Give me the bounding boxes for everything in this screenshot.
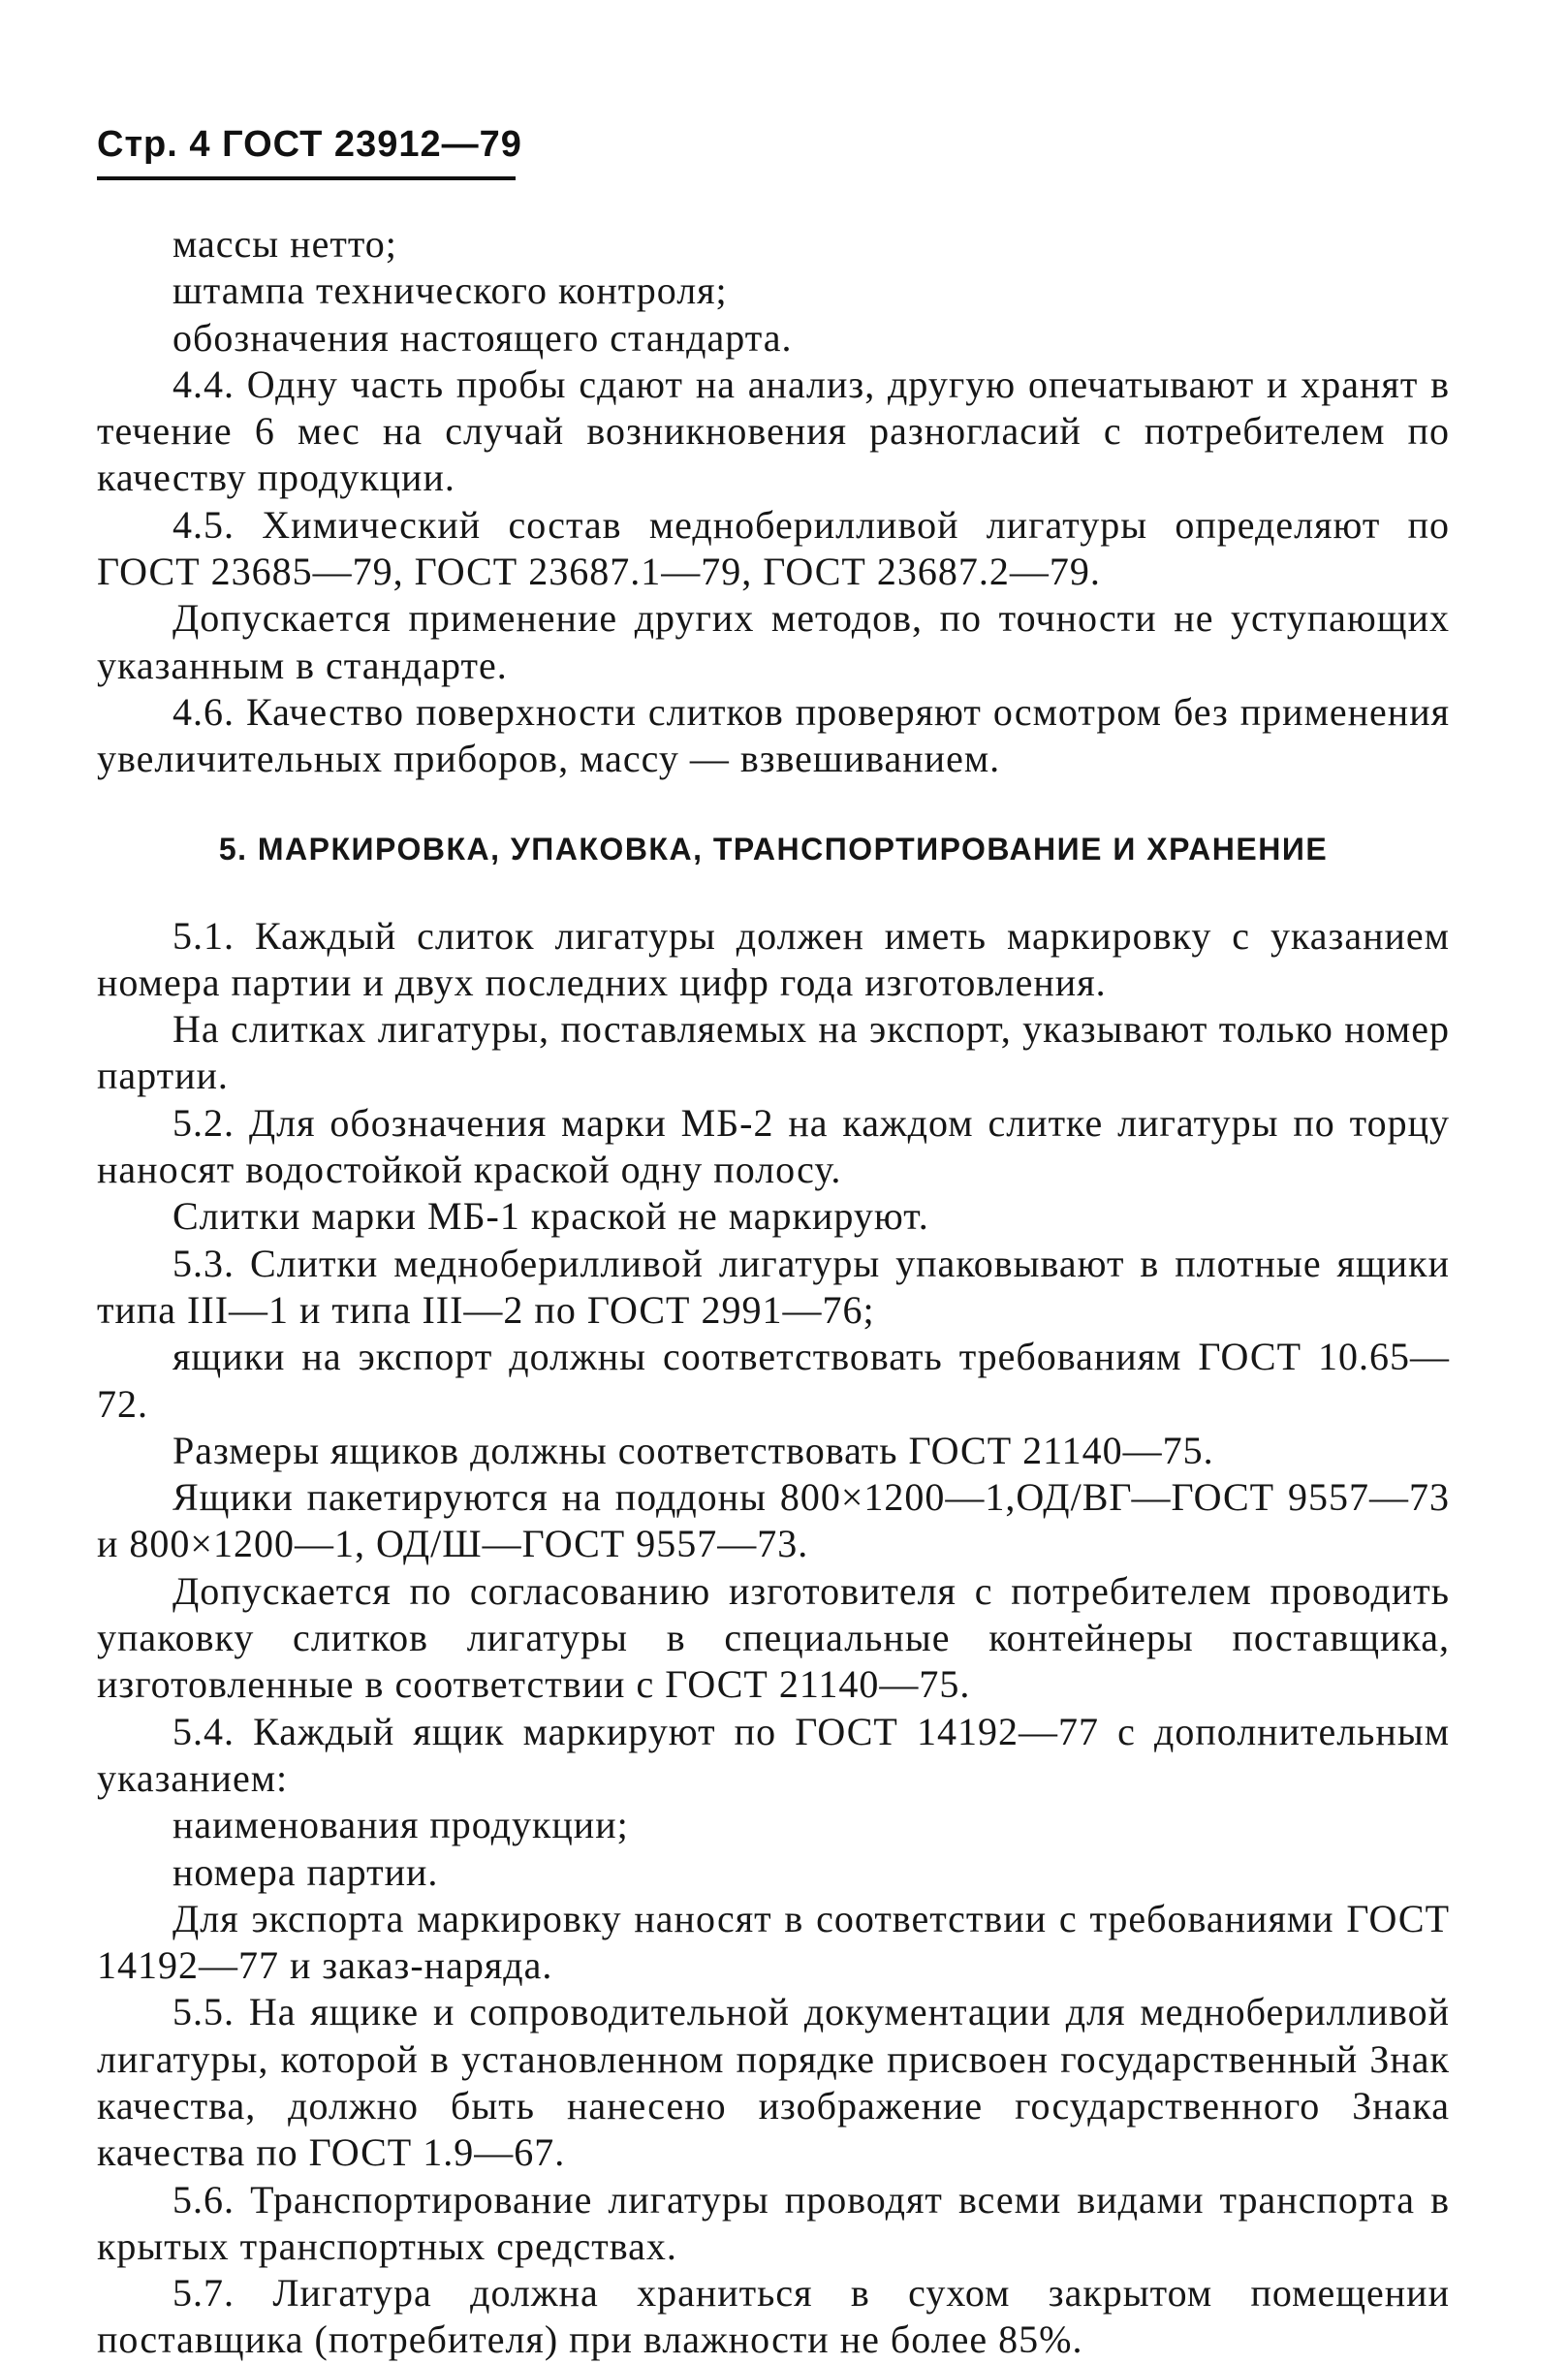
clause-5-7: 5.7. Лигатура должна храниться в сухом закрытом помещении поставщика (потребителя) при влажности не более 85%. xyxy=(97,2271,1450,2362)
paragraph: Размеры ящиков должны соответствовать ГОСТ 21140—75. xyxy=(172,1428,1214,1472)
clause-5-3: 5.3. Слитки медноберилливой лигатуры упаковывают в плотные ящики типа III—1 и типа III—2 по ГОСТ 2991—76; xyxy=(97,1241,1450,1332)
clause-5-5: 5.5. На ящике и сопроводительной документации для медноберилливой лигатуры, которой в установленном порядке присвоен государственный Знак качества, должно быть нанесено изображение государственного Знака качества по ГОСТ 1.9—67. xyxy=(97,1990,1450,2175)
list-item: обозначения настоящего стандарта. xyxy=(172,315,793,360)
clause-4-6: 4.6. Качество поверхности слитков проверяют осмотром без применения увеличительных приборов, массу — взвешиванием. xyxy=(97,689,1450,781)
header-underline xyxy=(97,176,516,180)
paragraph: На слитках лигатуры, поставляемых на экспорт, указывают только номер партии. xyxy=(97,1007,1450,1098)
paragraph: Слитки марки МБ-1 краской не маркируют. xyxy=(172,1194,929,1239)
clause-5-4: 5.4. Каждый ящик маркируют по ГОСТ 14192—77 с дополнительным указанием: xyxy=(97,1709,1450,1800)
document-body xyxy=(97,221,1450,2364)
clause-5-2: 5.2. Для обозначения марки МБ-2 на каждом слитке лигатуры по торцу наносят водостойкой краской одну полосу. xyxy=(97,1100,1450,1192)
paragraph: Ящики пакетируются на поддоны 800×1200—1,ОД/ВГ—ГОСТ 9557—73 и 800×1200—1, ОД/Ш—ГОСТ 9557—73. xyxy=(97,1475,1450,1566)
page-header: Стр. 4 ГОСТ 23912—79 xyxy=(97,124,522,165)
section-5-heading: 5. МАРКИРОВКА, УПАКОВКА, ТРАНСПОРТИРОВАНИЕ И ХРАНЕНИЕ xyxy=(218,831,1329,867)
clause-5-6: 5.6. Транспортирование лигатуры проводят всеми видами транспорта в крытых транспортных средствах. xyxy=(97,2177,1450,2268)
clause-4-4: 4.4. Одну часть пробы сдают на анализ, другую опечатывают и хранят в течение 6 мес на случай возникновения разногласий с потребителем по качеству продукции. xyxy=(97,362,1450,500)
clause-4-5: 4.5. Химический состав медноберилливой лигатуры определяют по ГОСТ 23685—79, ГОСТ 23687.1—79, ГОСТ 23687.2—79. xyxy=(97,502,1450,594)
clause-5-1: 5.1. Каждый слиток лигатуры должен иметь маркировку с указанием номера партии и двух последних цифр года изготовления. xyxy=(97,913,1450,1004)
list-item: массы нетто; xyxy=(172,222,397,266)
paragraph: Допускается по согласованию изготовителя с потребителем проводить упаковку слитков лигатуры в специальные контейнеры поставщика, изготовленные в соответствии с ГОСТ 21140—75. xyxy=(97,1568,1450,1707)
list-item: наименования продукции; xyxy=(172,1803,629,1847)
list-item: номера партии. xyxy=(172,1849,439,1894)
paragraph: Допускается применение других методов, по точности не уступающих указанным в стандарте. xyxy=(97,596,1450,687)
paragraph: Для экспорта маркировку наносят в соответствии с требованиями ГОСТ 14192—77 и заказ-наряда. xyxy=(97,1896,1450,1988)
paragraph: ящики на экспорт должны соответствовать требованиям ГОСТ 10.65—72. xyxy=(97,1335,1450,1426)
list-item: штампа технического контроля; xyxy=(172,268,728,313)
